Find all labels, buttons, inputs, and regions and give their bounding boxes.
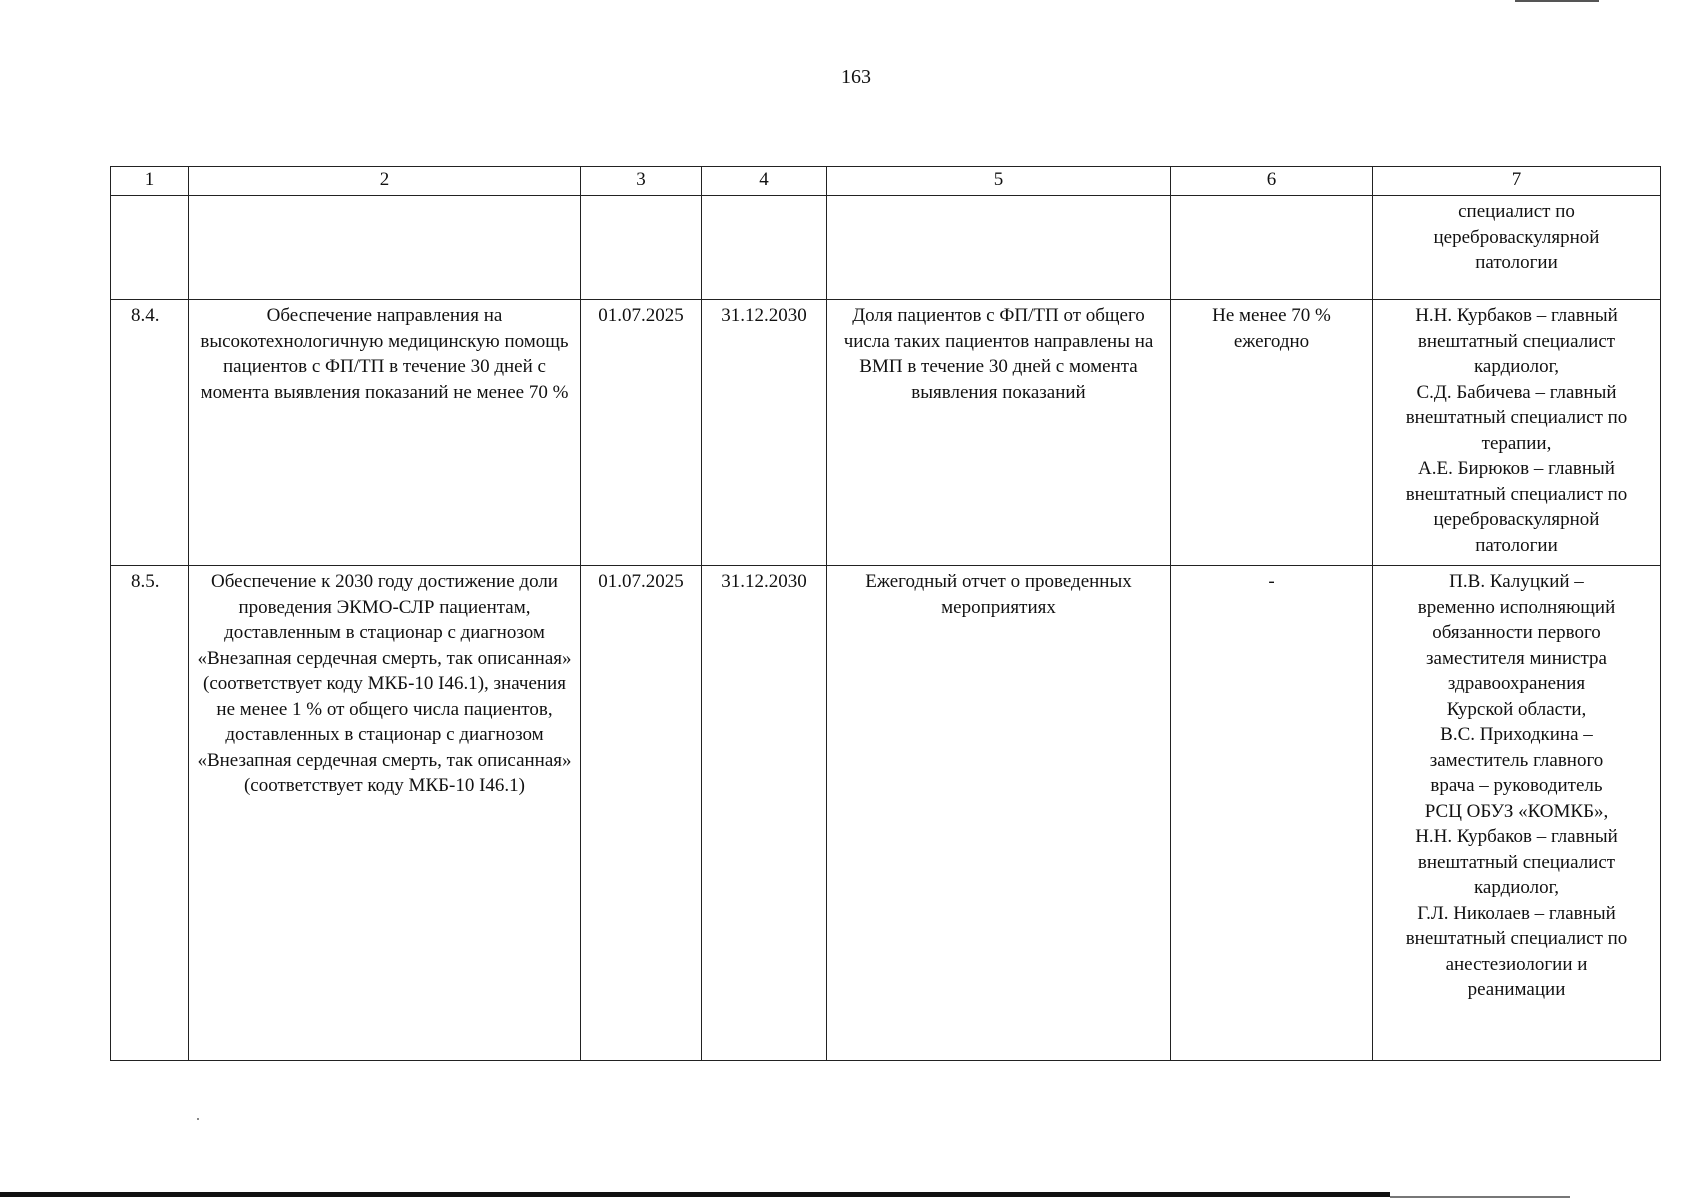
cell-target-value: Не менее 70 % ежегодно [1171, 300, 1373, 566]
cell-empty [827, 196, 1171, 300]
cell-start-date: 01.07.2025 [581, 300, 702, 566]
cell-indicator: Доля пациентов с ФП/ТП от общего числа таких пациентов направлены на ВМП в течение 30 дней с момента выявления показаний [827, 300, 1171, 566]
column-header-1: 1 [111, 167, 189, 196]
table-row [111, 566, 1661, 1061]
cell-activity: Обеспечение направления на высокотехнологичную медицинскую помощь пациентов с ФП/ТП в течение 30 дней с момента выявления показаний не менее 70 % [189, 300, 581, 566]
cell-start-date: 01.07.2025 [581, 566, 702, 1061]
cell-item-number: 8.4. [111, 300, 189, 566]
top-edge-rule [1515, 0, 1599, 2]
cell-empty [1171, 196, 1373, 300]
table-row [111, 300, 1661, 566]
cell-activity: Обеспечение к 2030 году достижение доли проведения ЭКМО-СЛР пациентам, доставленным в стационар с диагнозом «Внезапная сердечная смерть, так описанная» (соответствует коду МКБ-10 I46.1), значения не менее 1 % от общего числа пациентов, доставленных в стационар с диагнозом «Внезапная сердечная смерть, так описанная» (соответствует коду МКБ-10 I46.1) [189, 566, 581, 1061]
cell-responsible: Н.Н. Курбаков – главный внештатный специалист кардиолог, С.Д. Бабичева – главный внештатный специалист по терапии, А.Е. Бирюков – главный внештатный специалист по цереброваскулярной патологии [1373, 300, 1661, 566]
column-header-2: 2 [189, 167, 581, 196]
page-number: 163 [841, 66, 871, 88]
cell-target-value: - [1171, 566, 1373, 1061]
cell-empty [702, 196, 827, 300]
column-header-4: 4 [702, 167, 827, 196]
cell-responsible: П.В. Калуцкий – временно исполняющий обязанности первого заместителя министра здравоохранения Курской области, В.С. Приходкина – заместитель главного врача – руководитель РСЦ ОБУЗ «КОМКБ», Н.Н. Курбаков – главный внештатный специалист кардиолог, Г.Л. Николаев – главный внештатный специалист по анестезиологии и реанимации [1373, 566, 1661, 1061]
scan-bottom-edge [0, 1192, 1390, 1197]
column-header-6: 6 [1171, 167, 1373, 196]
cell-end-date: 31.12.2030 [702, 300, 827, 566]
column-header-7: 7 [1373, 167, 1661, 196]
cell-empty [189, 196, 581, 300]
cell-responsible: специалист по цереброваскулярной патологии [1373, 196, 1661, 300]
cell-empty [581, 196, 702, 300]
cell-item-number: 8.5. [111, 566, 189, 1061]
table-row-continuation [111, 196, 1661, 300]
cell-end-date: 31.12.2030 [702, 566, 827, 1061]
cell-indicator: Ежегодный отчет о проведенных мероприятиях [827, 566, 1171, 1061]
column-number-header-row [111, 167, 1661, 196]
column-header-3: 3 [581, 167, 702, 196]
scan-bottom-edge-tail [1390, 1196, 1570, 1198]
scan-speck [197, 1118, 199, 1120]
column-header-5: 5 [827, 167, 1171, 196]
cell-empty [111, 196, 189, 300]
measures-table [110, 166, 1661, 1061]
